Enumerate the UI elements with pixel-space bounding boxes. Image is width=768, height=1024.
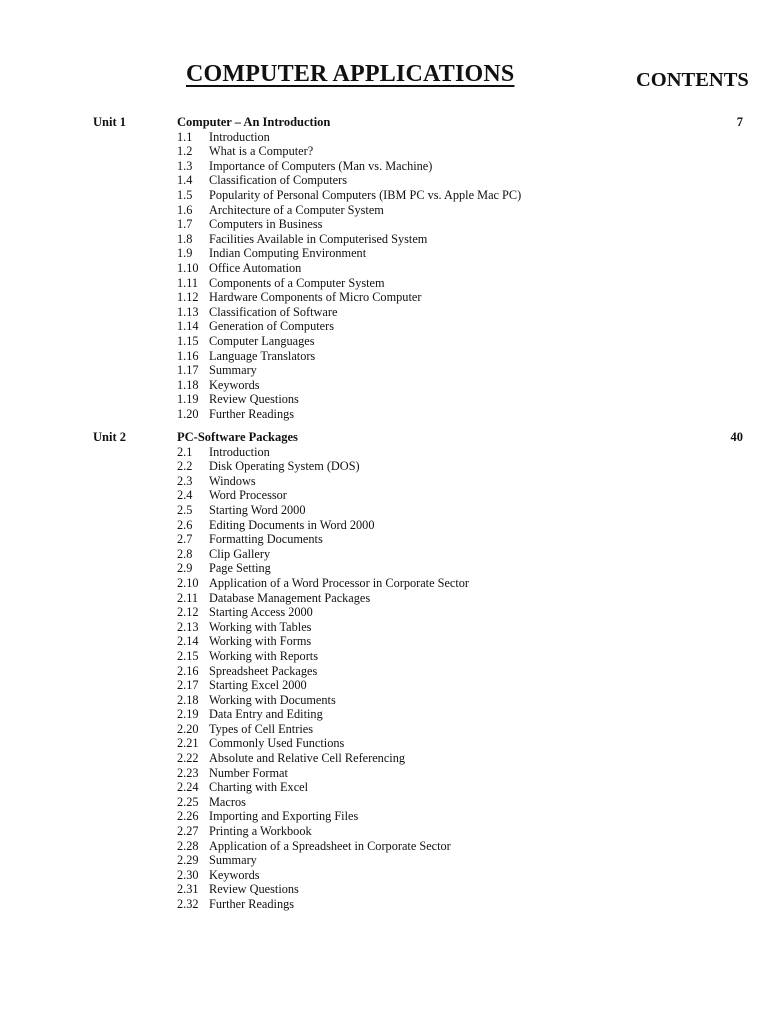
contents-heading: CONTENTS <box>636 69 749 91</box>
section-number: 2.18 <box>177 692 199 707</box>
toc-entry <box>177 305 521 320</box>
toc-entry <box>177 130 521 145</box>
section-title: Commonly Used Functions <box>209 736 345 751</box>
toc-entry <box>177 897 469 912</box>
toc-entry <box>177 518 469 533</box>
toc-entry <box>177 707 469 722</box>
section-title: Indian Computing Environment <box>209 246 367 261</box>
section-number: 2.6 <box>177 517 193 532</box>
section-title: Application of a Spreadsheet in Corporate Sector <box>209 838 451 853</box>
section-title: Working with Documents <box>209 692 336 707</box>
section-number: 2.5 <box>177 502 193 517</box>
toc-entry <box>177 173 521 188</box>
section-title: Page Setting <box>209 561 271 576</box>
toc-entry <box>177 319 521 334</box>
section-number: 2.25 <box>177 794 199 809</box>
section-number: 2.30 <box>177 867 199 882</box>
section-title: Starting Excel 2000 <box>209 678 307 693</box>
section-number: 2.19 <box>177 707 199 722</box>
toc-entry <box>177 780 469 795</box>
toc-entry <box>177 232 521 247</box>
toc-entry <box>177 547 469 562</box>
section-number: 1.7 <box>177 217 193 232</box>
section-title: Keywords <box>209 867 260 882</box>
section-title: Components of a Computer System <box>209 275 385 290</box>
section-number: 2.22 <box>177 751 199 766</box>
toc-entry <box>177 605 469 620</box>
section-title: Disk Operating System (DOS) <box>209 459 360 474</box>
section-title: Windows <box>209 473 256 488</box>
toc-entry <box>177 246 521 261</box>
toc-entry <box>177 334 521 349</box>
section-number: 1.3 <box>177 158 193 173</box>
toc-entry <box>177 824 469 839</box>
section-number: 2.4 <box>177 488 193 503</box>
toc-entry <box>177 276 521 291</box>
section-number: 1.14 <box>177 319 199 334</box>
section-title: Formatting Documents <box>209 532 323 547</box>
toc-entry <box>177 445 469 460</box>
section-number: 2.13 <box>177 619 199 634</box>
toc-entry <box>177 561 469 576</box>
toc-entry <box>177 503 469 518</box>
section-title: Number Format <box>209 765 288 780</box>
toc-entry <box>177 576 469 591</box>
section-title: Database Management Packages <box>209 590 371 605</box>
section-title: Office Automation <box>209 260 302 275</box>
section-title: Classification of Computers <box>209 173 347 188</box>
section-title: Classification of Software <box>209 304 338 319</box>
toc-entry <box>177 363 521 378</box>
section-title: Computer Languages <box>209 333 315 348</box>
section-title: Summary <box>209 363 257 378</box>
section-title: Working with Reports <box>209 648 318 663</box>
section-number: 1.11 <box>177 275 199 290</box>
unit-page-number: 40 <box>730 430 743 444</box>
section-title: Word Processor <box>209 488 287 503</box>
toc-entry <box>177 474 469 489</box>
section-number: 1.15 <box>177 333 199 348</box>
section-title: Types of Cell Entries <box>209 721 313 736</box>
section-title: Clip Gallery <box>209 546 271 561</box>
section-title: Absolute and Relative Cell Referencing <box>209 751 406 766</box>
toc-entry <box>177 488 469 503</box>
toc-entry <box>177 664 469 679</box>
toc-entry <box>177 407 521 422</box>
section-number: 2.29 <box>177 853 199 868</box>
toc-entry <box>177 217 521 232</box>
section-title: Review Questions <box>209 392 299 407</box>
toc-entry <box>177 349 521 364</box>
section-number: 2.10 <box>177 575 199 590</box>
section-number: 1.9 <box>177 246 193 261</box>
toc-entry <box>177 868 469 883</box>
section-title: Summary <box>209 853 257 868</box>
toc-entry <box>177 678 469 693</box>
section-number: 2.31 <box>177 882 199 897</box>
section-number: 1.6 <box>177 202 193 217</box>
section-title: Computers in Business <box>209 217 323 232</box>
toc-entry <box>177 159 521 174</box>
section-number: 2.28 <box>177 838 199 853</box>
section-title: Further Readings <box>209 897 295 911</box>
section-number: 2.16 <box>177 663 199 678</box>
section-number: 1.4 <box>177 173 193 188</box>
section-number: 2.8 <box>177 546 193 561</box>
unit-label: Unit 2 <box>93 430 126 444</box>
section-number: 1.19 <box>177 392 199 407</box>
section-title: Application of a Word Processor in Corporate Sector <box>209 575 470 590</box>
section-title: Generation of Computers <box>209 319 334 334</box>
toc-entry <box>177 722 469 737</box>
section-list <box>177 130 521 422</box>
section-number: 1.12 <box>177 290 199 305</box>
toc-entry <box>177 392 521 407</box>
section-title: Architecture of a Computer System <box>209 202 384 217</box>
section-number: 1.10 <box>177 260 199 275</box>
unit-page-number: 7 <box>736 115 743 129</box>
toc-entry <box>177 188 521 203</box>
section-title: Data Entry and Editing <box>209 707 323 722</box>
toc-entry <box>177 261 521 276</box>
section-title: Hardware Components of Micro Computer <box>209 290 422 305</box>
section-number: 2.3 <box>177 473 193 488</box>
section-title: Keywords <box>209 377 260 392</box>
section-title: Introduction <box>209 444 270 459</box>
toc-entry <box>177 620 469 635</box>
section-title: Review Questions <box>209 882 299 897</box>
section-number: 2.20 <box>177 721 199 736</box>
section-title: Popularity of Personal Computers (IBM PC vs. Apple Mac PC) <box>209 187 522 202</box>
toc-entry <box>177 809 469 824</box>
section-title: What is a Computer? <box>209 144 314 159</box>
section-number: 1.5 <box>177 187 193 202</box>
section-title: Spreadsheet Packages <box>209 663 318 678</box>
toc-entry <box>177 634 469 649</box>
section-number: 2.21 <box>177 736 199 751</box>
unit-title: Computer – An Introduction <box>177 115 331 129</box>
section-number: 2.26 <box>177 809 199 824</box>
toc-entry <box>177 839 469 854</box>
section-number: 1.2 <box>177 144 193 159</box>
section-title: Charting with Excel <box>209 780 309 795</box>
section-number: 2.24 <box>177 780 199 795</box>
section-number: 1.17 <box>177 363 199 378</box>
section-title: Working with Tables <box>209 619 312 634</box>
toc-entry <box>177 882 469 897</box>
section-title: Importing and Exporting Files <box>209 809 359 824</box>
toc-entry <box>177 532 469 547</box>
section-title: Importance of Computers (Man vs. Machine) <box>209 158 433 173</box>
toc-entry <box>177 693 469 708</box>
section-title: Further Readings <box>209 406 295 421</box>
unit-title: PC-Software Packages <box>177 430 298 444</box>
section-number: 1.13 <box>177 304 199 319</box>
section-number: 2.11 <box>177 590 199 605</box>
toc-entry <box>177 751 469 766</box>
toc-entry <box>177 766 469 781</box>
section-number: 2.14 <box>177 634 199 649</box>
section-number: 1.20 <box>177 406 199 421</box>
section-number: 2.1 <box>177 444 193 459</box>
section-number: 2.12 <box>177 605 199 620</box>
section-number: 2.27 <box>177 824 199 839</box>
toc-entry <box>177 378 521 393</box>
section-title: Editing Documents in Word 2000 <box>209 517 375 532</box>
section-number: 1.18 <box>177 377 199 392</box>
toc-entry <box>177 853 469 868</box>
toc-entry <box>177 736 469 751</box>
toc-entry <box>177 795 469 810</box>
section-number: 2.17 <box>177 678 199 693</box>
section-title: Facilities Available in Computerised System <box>209 231 428 246</box>
section-title: Introduction <box>209 129 270 144</box>
section-number: 1.8 <box>177 231 193 246</box>
section-title: Starting Access 2000 <box>209 605 313 620</box>
toc-entry <box>177 203 521 218</box>
toc-entry <box>177 290 521 305</box>
section-number: 2.32 <box>177 897 199 911</box>
section-number: 1.1 <box>177 129 193 144</box>
section-title: Macros <box>209 794 246 809</box>
section-title: Starting Word 2000 <box>209 502 306 517</box>
unit-label: Unit 1 <box>93 115 126 129</box>
section-number: 2.23 <box>177 765 199 780</box>
section-number: 2.2 <box>177 459 193 474</box>
toc-entry <box>177 459 469 474</box>
section-number: 2.15 <box>177 648 199 663</box>
section-title: Printing a Workbook <box>209 824 312 839</box>
section-list <box>177 445 469 912</box>
section-number: 2.9 <box>177 561 193 576</box>
section-number: 2.7 <box>177 532 193 547</box>
section-number: 1.16 <box>177 348 199 363</box>
toc-entry <box>177 591 469 606</box>
section-title: Language Translators <box>209 348 316 363</box>
document-title: COMPUTER APPLICATIONS <box>186 61 515 87</box>
toc-entry <box>177 649 469 664</box>
section-title: Working with Forms <box>209 634 312 649</box>
toc-entry <box>177 144 521 159</box>
